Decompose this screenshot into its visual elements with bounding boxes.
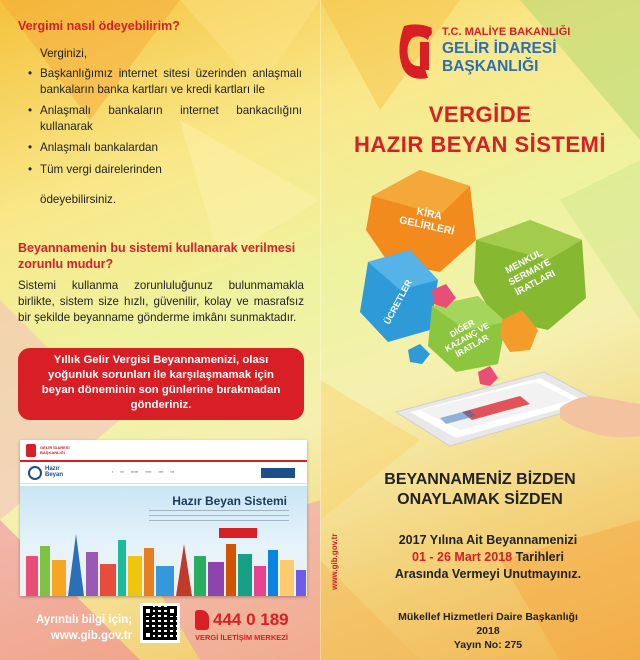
department-name: Mükellef Hizmetleri Daire Başkanlığı <box>398 611 578 623</box>
publisher-info <box>348 610 628 652</box>
slogan <box>330 470 630 510</box>
deadline-line1: 2017 Yılına Ait Beyannamenizi <box>398 533 578 547</box>
reminder-box: Yıllık Gelir Vergisi Beyannamenizi, olası yoğunluk sorunları ile karşılaşmamak için beyan döneminin son günlerine bırakmadan gönderiniz. <box>18 348 304 420</box>
hotline-label: VERGİ İLETİŞİM MERKEZİ <box>195 633 288 642</box>
org-name-line1: GELİR İDARESİ <box>442 40 557 57</box>
payment-outro: ödeyebilirsiniz. <box>40 193 117 206</box>
deadline-notice <box>348 532 628 583</box>
more-info-url[interactable]: www.gib.gov.tr <box>50 630 133 642</box>
publication-number: Yayın No: 275 <box>453 639 523 651</box>
deadline-dates: 01 - 26 Mart 2018 <box>412 550 513 564</box>
obligation-answer: Sistemi kullanma zorunluluğunuz bulunmamakla birlikte, sistem size hızlı, güvenilir, kolay ve masrafsız bir şekilde beyanname gönderme imkânı sunmaktadır. <box>18 279 304 324</box>
deadline-suffix: Tarihleri <box>512 550 564 564</box>
slogan-line2: ONAYLAMAK SİZDEN <box>397 491 563 508</box>
bubble-kira: KİRA GELİRLERİ <box>398 205 456 238</box>
website-nav-items: ▪ ▪▪▪ ▪▪▪▪▪▪ ▪▪▪▪▪ ▪▪▪▪ ▪▪▪ <box>112 470 175 474</box>
hotline-number[interactable]: 444 0 189 <box>213 610 289 629</box>
deadline-line2 <box>348 549 628 566</box>
website-org-text: GELİR İDARESİ BAŞKANLIĞI <box>40 445 70 455</box>
list-item: • Başkanlığımız internet sitesi üzerinden anlaşmalı bankaların banka kartları ve kredi kartları ile <box>40 66 302 97</box>
org-ministry: T.C. MALİYE BAKANLIĞI <box>442 26 571 38</box>
payment-intro: Verginizi, <box>40 47 88 60</box>
obligation-question-title: Beyannamenin bu sistemi kullanarak verilmesi zorunlu mudur? <box>18 241 296 271</box>
list-item: • Anlaşmalı bankalardan <box>40 140 302 156</box>
bubble-menkul: MENKUL SERMAYE İRATLARI <box>503 247 558 299</box>
bubble-ucretler: ÜCRETLER <box>382 278 414 326</box>
slogan-line1: BEYANNAMENİZ BİZDEN <box>384 471 576 488</box>
more-info-label: Ayrıntılı bilgi için; <box>36 614 133 626</box>
list-item: • Tüm vergi dairelerinden <box>40 162 302 178</box>
payment-question-title: Vergimi nasıl ödeyebilirim? <box>18 19 180 33</box>
deadline-line3: Arasında Vermeyi Unutmayınız. <box>394 567 582 581</box>
side-url[interactable]: www.gib.gov.tr <box>330 533 339 590</box>
bubble-diger: DİĞER KAZANÇ VE İRATLAR <box>443 317 491 360</box>
publication-year: 2018 <box>476 625 500 637</box>
list-item: • Anlaşmalı bankaların internet bankacılığını kullanarak <box>40 103 302 134</box>
main-title-line2: HAZIR BEYAN SİSTEMİ <box>354 132 606 157</box>
org-name-line2: BAŞKANLIĞI <box>442 58 539 75</box>
website-brand: Hazır Beyan <box>45 466 64 478</box>
main-title-line1: VERGİDE <box>428 102 532 127</box>
website-hero-title: Hazır Beyan Sistemi <box>172 494 287 508</box>
